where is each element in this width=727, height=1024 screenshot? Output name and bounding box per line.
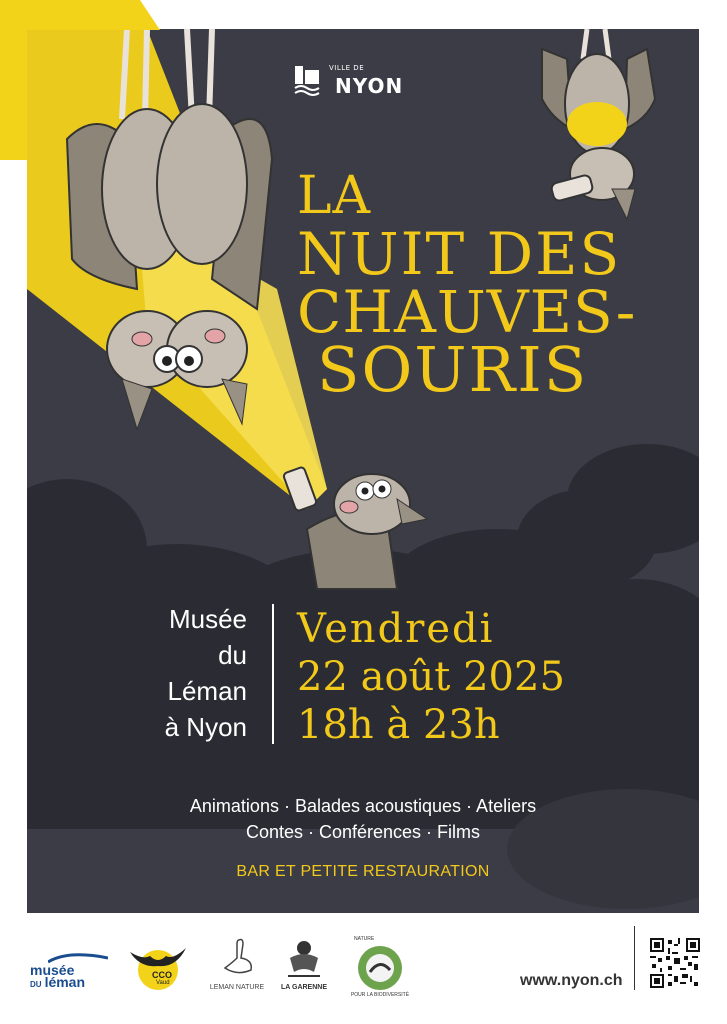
biodiv-top-text: NATURE	[354, 936, 375, 942]
biodiv-text: POUR LA BIODIVERSITÉ	[350, 992, 410, 998]
cco-sub-text: Vaud	[156, 980, 170, 986]
activities-line-1: Animations · Balades acoustiques · Ateliers	[189, 796, 537, 816]
cco-text: CCO	[152, 970, 172, 980]
musee-du-leman-logo	[30, 952, 120, 991]
cco-vaud-logo	[128, 938, 188, 994]
biodiversite-logo	[348, 936, 412, 1000]
venue-line-3: Léman	[167, 676, 247, 706]
venue	[165, 601, 247, 745]
title-line-2: NUIT DES	[297, 220, 622, 288]
castle-icon	[293, 62, 323, 98]
event-title	[297, 166, 637, 406]
partner-logos	[30, 930, 420, 1000]
logo-small-text: VILLE DE	[329, 64, 365, 72]
footer-divider	[634, 926, 635, 990]
musee-top: musée	[30, 962, 75, 978]
bird-icon	[217, 936, 257, 980]
la-garenne-logo	[274, 936, 334, 998]
la-garenne-text: LA GARENNE	[280, 984, 328, 991]
logo-big-text: NYON	[335, 74, 404, 98]
leman-nature-text: LEMAN NATURE	[209, 984, 265, 991]
musee-mid: DU	[30, 980, 42, 989]
poster	[27, 29, 699, 913]
yellow-corner-accent	[0, 0, 160, 160]
date-full: 22 août 2025	[297, 654, 565, 700]
date-day: Vendredi	[297, 606, 495, 652]
title-line-3: CHAUVES-	[297, 278, 637, 346]
biodiversity-icon	[348, 936, 412, 1000]
ville-de-nyon-logo	[293, 62, 403, 98]
date-hours: 18h à 23h	[297, 702, 500, 748]
illustration	[27, 29, 699, 913]
divider	[272, 604, 274, 744]
venue-line-4: à Nyon	[164, 712, 247, 742]
musee-bottom: léman	[44, 974, 86, 990]
activities-line-2: Contes · Conférences · Films	[245, 822, 481, 842]
eagle-icon	[284, 936, 324, 980]
title-line-1: LA	[297, 166, 372, 226]
leman-nature-logo	[208, 936, 266, 998]
qr-code[interactable]	[650, 938, 700, 988]
bar-restauration: BAR ET PETITE RESTAURATION	[236, 863, 490, 880]
website-link[interactable]: www.nyon.ch	[520, 972, 623, 989]
venue-line-2: du	[218, 640, 247, 670]
activities	[27, 793, 699, 845]
title-line-4: SOURIS	[317, 333, 589, 406]
venue-line-1: Musée	[168, 604, 247, 634]
event-date	[297, 605, 565, 749]
